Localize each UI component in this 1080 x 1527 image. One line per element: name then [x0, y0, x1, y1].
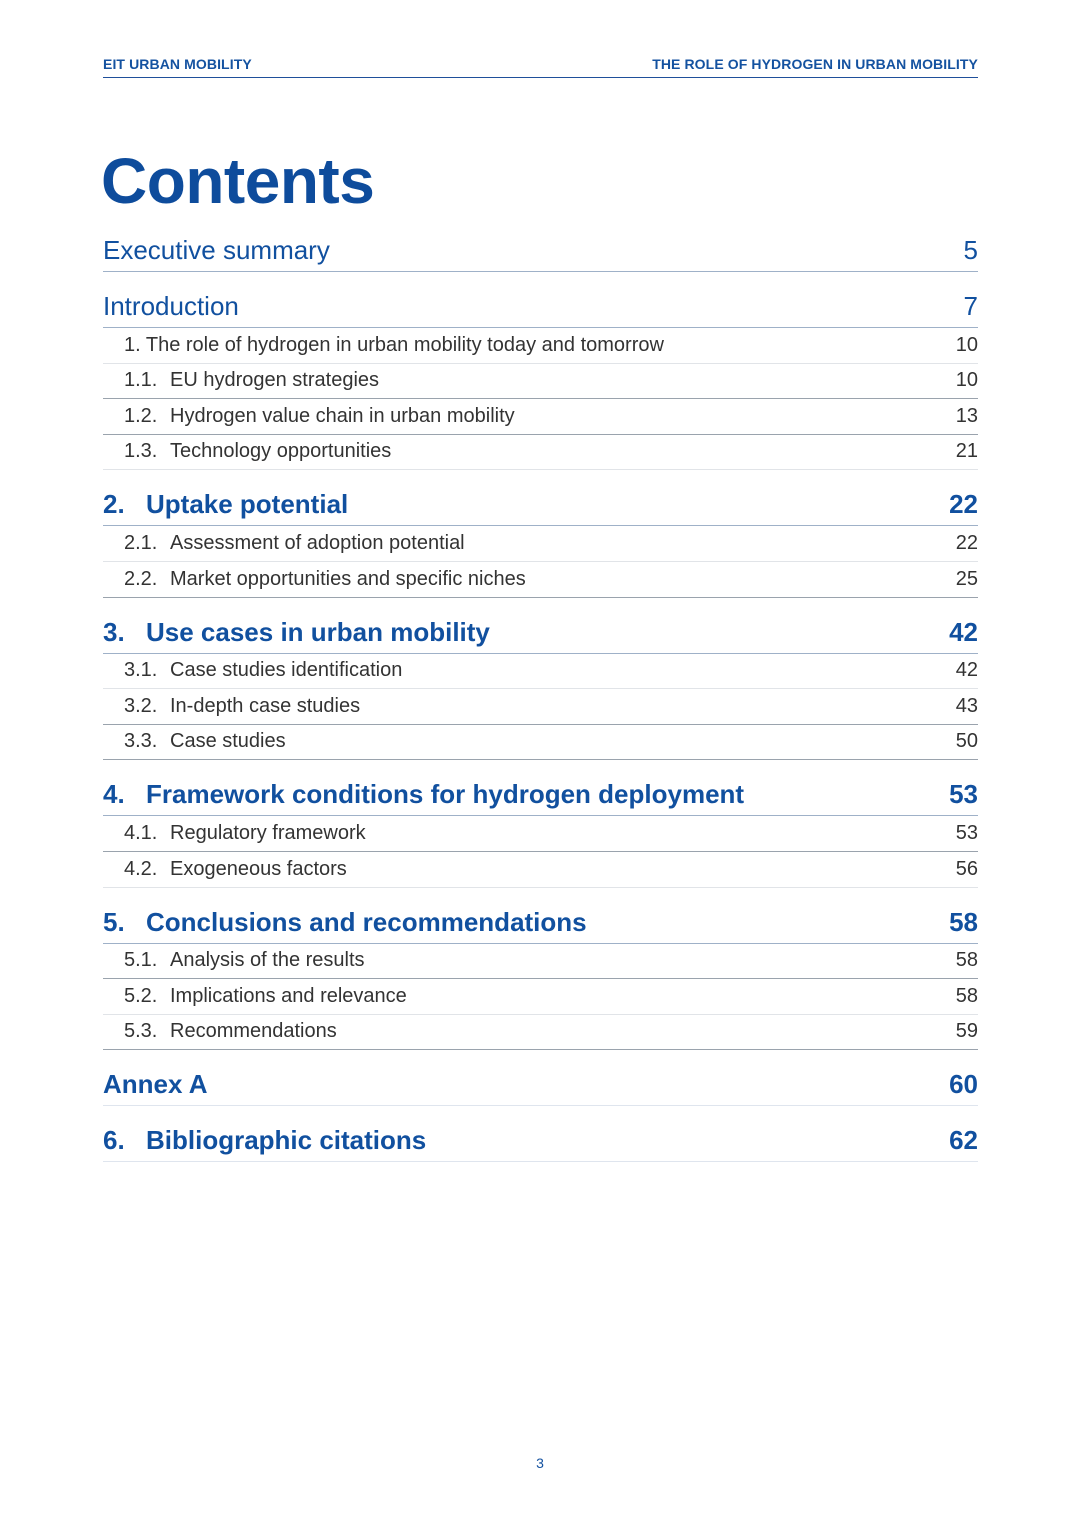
- toc-entry-3-3[interactable]: [103, 725, 978, 761]
- toc-entry-label: Hydrogen value chain in urban mobility: [170, 404, 515, 427]
- toc-entry-label: Introduction: [103, 291, 239, 321]
- toc-entry-page: 43: [955, 694, 978, 717]
- toc-entry-label: Annex A: [103, 1069, 208, 1100]
- toc-entry-number: 5.1.: [124, 949, 158, 972]
- toc-entry-1[interactable]: [103, 328, 978, 364]
- toc-entry-6[interactable]: [103, 1122, 978, 1162]
- toc-entry-label: Implications and relevance: [170, 984, 407, 1007]
- toc-entry-number: 4.: [103, 779, 125, 810]
- toc-entry-label: Uptake potential: [146, 489, 349, 520]
- toc-entry-number: 2.: [103, 489, 125, 520]
- toc-entry-executive-summary[interactable]: [103, 232, 978, 272]
- toc-entry-page: 58: [955, 949, 978, 972]
- toc-entry-5-3[interactable]: [103, 1015, 978, 1051]
- toc-entry-page: 53: [949, 779, 978, 810]
- toc-entry-label: Regulatory framework: [170, 821, 366, 844]
- toc-entry-number: 5.3.: [124, 1020, 158, 1043]
- toc-entry-2-2[interactable]: [103, 562, 978, 598]
- header-publisher: EIT URBAN MOBILITY: [103, 56, 252, 72]
- toc-entry-label: Conclusions and recommendations: [146, 906, 587, 937]
- toc-entry-number: 2.1.: [124, 531, 158, 554]
- toc-entry-4-1[interactable]: [103, 816, 978, 852]
- toc-entry-label: 1. The role of hydrogen in urban mobility today and tomorrow: [124, 333, 664, 356]
- toc-entry-label: Exogeneous factors: [170, 857, 347, 880]
- toc-entry-page: 56: [955, 857, 978, 880]
- toc-entry-label: Market opportunities and specific niches: [170, 567, 526, 590]
- toc-entry-label: Technology opportunities: [170, 440, 392, 463]
- toc-entry-5-1[interactable]: [103, 944, 978, 980]
- toc-entry-3[interactable]: [103, 614, 978, 654]
- toc-entry-2[interactable]: [103, 486, 978, 526]
- toc-entry-page: 60: [949, 1069, 978, 1100]
- toc-entry-label: Bibliographic citations: [146, 1125, 427, 1156]
- toc-entry-number: 1.2.: [124, 404, 158, 427]
- toc-entry-number: 6.: [103, 1125, 125, 1156]
- toc-entry-1-2[interactable]: [103, 399, 978, 435]
- toc-entry-number: 4.2.: [124, 857, 158, 880]
- toc-entry-label: Executive summary: [103, 235, 330, 265]
- toc-entry-label: Framework conditions for hydrogen deployment: [146, 779, 745, 810]
- table-of-contents: [103, 232, 978, 1162]
- toc-entry-page: 58: [949, 906, 978, 937]
- toc-entry-page: 25: [955, 567, 978, 590]
- page-header: [103, 55, 978, 78]
- toc-entry-label: Assessment of adoption potential: [170, 531, 465, 554]
- toc-entry-page: 5: [963, 235, 978, 265]
- toc-entry-label: Case studies: [170, 730, 286, 753]
- toc-entry-3-2[interactable]: [103, 689, 978, 725]
- toc-entry-page: 10: [955, 333, 978, 356]
- toc-entry-4-2[interactable]: [103, 852, 978, 888]
- toc-entry-label: EU hydrogen strategies: [170, 369, 380, 392]
- toc-entry-2-1[interactable]: [103, 526, 978, 562]
- toc-entry-label: Analysis of the results: [170, 949, 365, 972]
- toc-entry-number: 1.3.: [124, 440, 158, 463]
- toc-entry-number: 1.1.: [124, 369, 158, 392]
- toc-entry-page: 22: [955, 531, 978, 554]
- toc-entry-5[interactable]: [103, 904, 978, 944]
- toc-entry-page: 53: [955, 821, 978, 844]
- toc-entry-page: 62: [949, 1125, 978, 1156]
- toc-entry-label: Case studies identification: [170, 659, 403, 682]
- toc-entry-annex-a[interactable]: [103, 1066, 978, 1106]
- toc-entry-label: Recommendations: [170, 1020, 337, 1043]
- toc-entry-3-1[interactable]: [103, 654, 978, 690]
- page-number: 3: [536, 1455, 544, 1471]
- toc-entry-number: 4.1.: [124, 821, 158, 844]
- toc-entry-page: 50: [955, 730, 978, 753]
- toc-entry-number: 5.: [103, 906, 125, 937]
- toc-entry-page: 7: [963, 291, 978, 321]
- toc-entry-label: In-depth case studies: [170, 694, 361, 717]
- toc-entry-number: 3.: [103, 616, 125, 647]
- toc-entry-introduction[interactable]: [103, 288, 978, 328]
- toc-entry-5-2[interactable]: [103, 979, 978, 1015]
- toc-entry-number: 2.2.: [124, 567, 158, 590]
- header-document-title: THE ROLE OF HYDROGEN IN URBAN MOBILITY: [652, 56, 978, 72]
- toc-entry-1-1[interactable]: [103, 364, 978, 400]
- toc-entry-1-3[interactable]: [103, 435, 978, 471]
- toc-entry-label: Use cases in urban mobility: [146, 616, 490, 647]
- toc-entry-page: 21: [955, 440, 978, 463]
- toc-entry-page: 22: [949, 489, 978, 520]
- toc-entry-page: 42: [949, 616, 978, 647]
- toc-entry-number: 3.2.: [124, 694, 158, 717]
- toc-entry-number: 3.1.: [124, 659, 158, 682]
- toc-entry-number: 3.3.: [124, 730, 158, 753]
- toc-entry-4[interactable]: [103, 776, 978, 816]
- toc-entry-page: 13: [955, 404, 978, 427]
- toc-entry-page: 58: [955, 984, 978, 1007]
- toc-entry-page: 42: [955, 659, 978, 682]
- toc-entry-page: 10: [955, 369, 978, 392]
- page-title: Contents: [101, 145, 375, 217]
- toc-entry-page: 59: [955, 1020, 978, 1043]
- toc-entry-number: 5.2.: [124, 984, 158, 1007]
